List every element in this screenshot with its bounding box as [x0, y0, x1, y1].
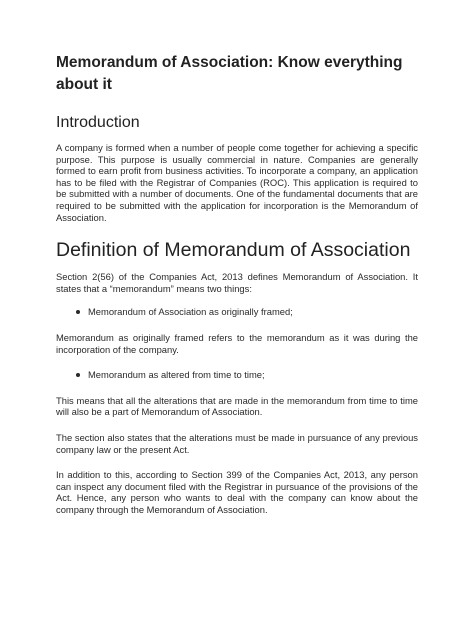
bullet-text: Memorandum of Association as originally framed;	[88, 306, 293, 318]
definition-heading: Definition of Memorandum of Association	[56, 239, 411, 262]
original-memorandum-paragraph: Memorandum as originally framed refers to the memorandum as it was during the incorporation of the company.	[56, 331, 418, 355]
introduction-paragraph: A company is formed when a number of people come together for achieving a specific purpose. This purpose is usually commercial in nature. Companies are generally formed to earn profit from business activities. To incorporate a company, an application has to be filed with the Registrar of Companies (ROC). This application is required to be submitted with a number of documents. One of the fundamental documents that are required to be submitted with the application for incorporation is the Memorandum of Association.	[56, 142, 418, 223]
list-item	[76, 306, 418, 318]
bullet-text: Memorandum as altered from time to time;	[88, 369, 265, 381]
definition-paragraph: Section 2(56) of the Companies Act, 2013 defines Memorandum of Association. It states that a “memorandum” means two things:	[56, 271, 418, 294]
bullet-dot-icon	[76, 310, 80, 314]
bullet-list-original	[56, 306, 418, 318]
introduction-heading: Introduction	[56, 114, 140, 131]
inspection-paragraph: In addition to this, according to Section 399 of the Companies Act, 2013, any person can inspect any document filed with the Registrar in pursuance of the provisions of the Act. Hence, any person who wants to deal with the company can know about the company through the Memorandum of Association.	[56, 469, 418, 515]
alterations-meaning-paragraph: This means that all the alterations that are made in the memorandum from time to time will also be a part of Memorandum of Association.	[56, 394, 418, 418]
document-title: Memorandum of Association: Know everything about it	[56, 54, 403, 93]
bullet-dot-icon	[76, 373, 80, 377]
alterations-pursuance-paragraph: The section also states that the alterations must be made in pursuance of any previous company law or the present Act.	[56, 431, 418, 455]
list-item	[76, 369, 418, 381]
bullet-list-altered	[56, 369, 418, 381]
document-page	[56, 52, 418, 529]
